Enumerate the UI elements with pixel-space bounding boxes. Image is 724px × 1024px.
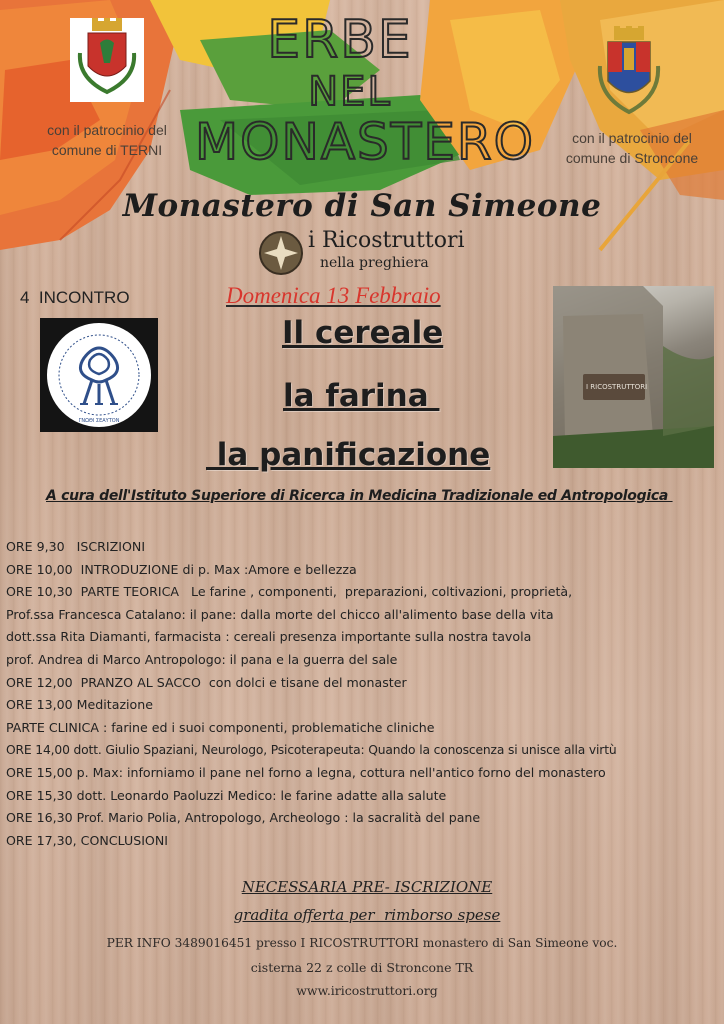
monastery-photo xyxy=(553,286,714,468)
program-item: ORE 12,00 PRANZO AL SACCO con dolci e tisane del monaster xyxy=(6,674,407,690)
program-item: ORE 14,00 dott. Giulio Spaziani, Neurologo, Psicoterapeuta: Quando la conoscenza si unisce alla virtù xyxy=(6,743,617,758)
institute-motto: ΓΝΩΘΙ ΣΕΑΥΤΟΝ xyxy=(78,418,120,424)
photo-sign-text: I RICOSTRUTTORI xyxy=(586,383,648,391)
website-link[interactable]: www.iricostruttori.org xyxy=(296,983,438,998)
patronage-terni xyxy=(22,120,192,160)
program-item: ORE 15,30 dott. Leonardo Paoluzzi Medico: le farine adatte alla salute xyxy=(6,787,447,803)
program-item: Prof.ssa Francesca Catalano: il pane: dalla morte del chicco all'alimento base della vita xyxy=(6,606,554,622)
patronage-terni-line2: comune di TERNI xyxy=(51,142,163,158)
patronage-stroncone xyxy=(548,128,716,168)
program-item: ORE 10,00 INTRODUZIONE di p. Max :Amore e bellezza xyxy=(6,561,357,577)
patronage-terni-line1: con il patrocinio del xyxy=(47,122,167,138)
curated-by: A cura dell'Istituto Superiore di Ricerca in Medicina Tradizionale ed Antropologica xyxy=(46,488,673,504)
program-item: prof. Andrea di Marco Antropologo: il pana e la guerra del sale xyxy=(6,651,398,667)
institute-badge xyxy=(40,318,158,432)
stroncone-coat-of-arms xyxy=(590,26,668,118)
program-item: ORE 9,30 ISCRIZIONI xyxy=(6,539,146,554)
cross-medallion-icon xyxy=(258,230,304,276)
event-title-line1: ERBE xyxy=(267,10,413,70)
terni-coat-of-arms xyxy=(70,18,144,102)
program-item: ORE 13,00 Meditazione xyxy=(6,697,153,713)
logo-line1: i Ricostruttori xyxy=(308,228,465,253)
topic-line2: la farina xyxy=(283,378,440,414)
patronage-stroncone-line1: con il patrocinio del xyxy=(572,130,692,146)
patronage-stroncone-line2: comune di Stroncone xyxy=(565,150,699,166)
venue-title: Monastero di San Simeone xyxy=(122,188,602,224)
preregistration-required: NECESSARIA PRE- ISCRIZIONE xyxy=(241,878,493,896)
event-title-line2: NEL xyxy=(308,69,392,115)
donation-note: gradita offerta per rimborso spese xyxy=(233,906,501,924)
program-item: ORE 17,30, CONCLUSIONI xyxy=(6,832,168,848)
topic-line3: la panificazione xyxy=(206,437,491,473)
event-date: Domenica 13 Febbraio xyxy=(226,283,441,308)
event-title-line3: MONASTERO xyxy=(194,113,536,171)
program-item: ORE 10,30 PARTE TEORICA Le farine , componenti, preparazioni, coltivazioni, proprietà, xyxy=(6,584,573,600)
program-item: ORE 15,00 p. Max: inforniamo il pane nel forno a legna, cottura nell'antico forno del monastero xyxy=(6,764,606,780)
topic-line1: Il cereale xyxy=(282,315,444,351)
ricostruttori-logo xyxy=(258,230,473,276)
incontro-label: 4 INCONTRO xyxy=(20,288,130,307)
program-list xyxy=(6,536,722,852)
info-line2: cisterna 22 z colle di Stroncone TR xyxy=(250,960,474,975)
program-item: dott.ssa Rita Diamanti, farmacista : cereali presenza importante sulla nostra tavola xyxy=(6,629,532,645)
info-line1: PER INFO 3489016451 presso I RICOSTRUTTORI monastero di San Simeone voc. xyxy=(106,936,618,950)
logo-line2: nella preghiera xyxy=(320,255,429,271)
program-item: ORE 16,30 Prof. Mario Polia, Antropologo, Archeologo : la sacralità del pane xyxy=(6,810,481,826)
program-item: PARTE CLINICA : farine ed i suoi componenti, problematiche cliniche xyxy=(6,719,435,735)
